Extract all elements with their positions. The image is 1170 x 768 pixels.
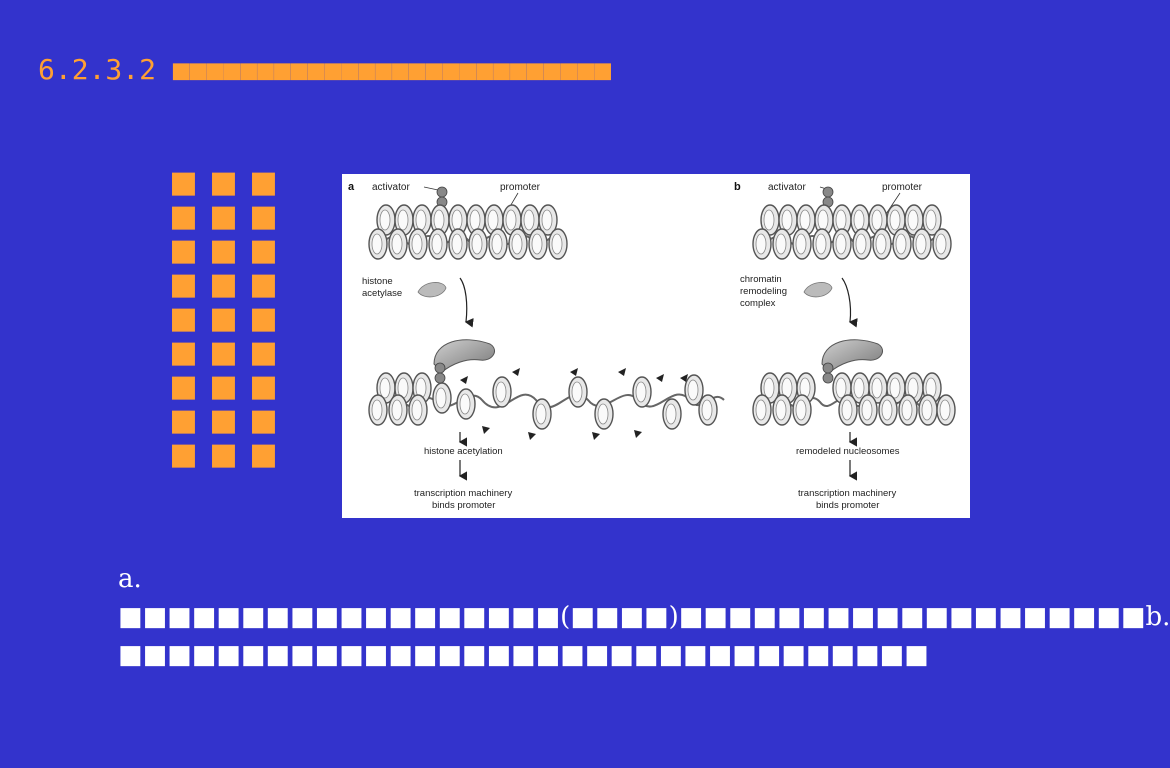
panel-b-compact-chromatin — [753, 205, 951, 259]
panel-b-remodeled-chromatin — [753, 373, 955, 425]
panel-a-enzyme-line1: histone — [362, 276, 393, 287]
figure-caption: a. ■■■■■■■■■■■■■■■■■■(■■■■)■■■■■■■■■■■■■■■■■■■b. ■■■■■■■■■■■■■■■■■■■■■■■■■■■■■■■■■ — [118, 564, 1170, 670]
side-note-column-1: ■■■■■■■■■ — [249, 165, 278, 472]
panel-b-result-label: remodeled nucleosomes — [796, 446, 900, 457]
panel-a-acetylated-chromatin — [369, 373, 724, 429]
panel-b-enzyme-small — [804, 282, 832, 297]
panel-b-activator-ball — [823, 187, 833, 197]
panel-b-enzyme-line2: remodeling — [740, 286, 787, 297]
mechanism-figure — [342, 174, 970, 518]
panel-b-promoter-label: promoter — [882, 182, 923, 193]
panel-a-result-label: histone acetylation — [424, 446, 503, 457]
panel-a-activator-ball — [437, 187, 447, 197]
figure-svg — [342, 174, 970, 518]
panel-a-enzyme-small — [418, 282, 446, 297]
side-note-column-2: ■■■■■■■■■ — [209, 165, 238, 472]
side-note-column-3: ■■■■■■■■■ — [169, 165, 198, 472]
slide-title: 6.2.3.2 ■■■■■■■■■■■■■■■■■■■■■■■■■■ — [38, 53, 612, 86]
panel-b-enzyme-line3: complex — [740, 298, 776, 309]
panel-a-activator-label: activator — [372, 182, 410, 193]
panel-a-outcome-line1: transcription machinery — [414, 488, 513, 499]
panel-a-promoter-label: promoter — [500, 182, 541, 193]
panel-a — [348, 181, 724, 511]
panel-b-outcome-line2: binds promoter — [816, 500, 880, 511]
panel-a-letter: a — [348, 181, 355, 193]
panel-b-letter: b — [734, 181, 741, 193]
panel-b-activator-label: activator — [768, 182, 806, 193]
panel-b — [734, 181, 955, 511]
panel-b-outcome-line1: transcription machinery — [798, 488, 897, 499]
panel-a-enzyme-line2: acetylase — [362, 288, 403, 299]
panel-a-compact-chromatin — [369, 205, 567, 259]
panel-b-enzyme-line1: chromatin — [740, 274, 782, 285]
panel-a-outcome-line2: binds promoter — [432, 500, 496, 511]
side-note — [160, 166, 280, 506]
